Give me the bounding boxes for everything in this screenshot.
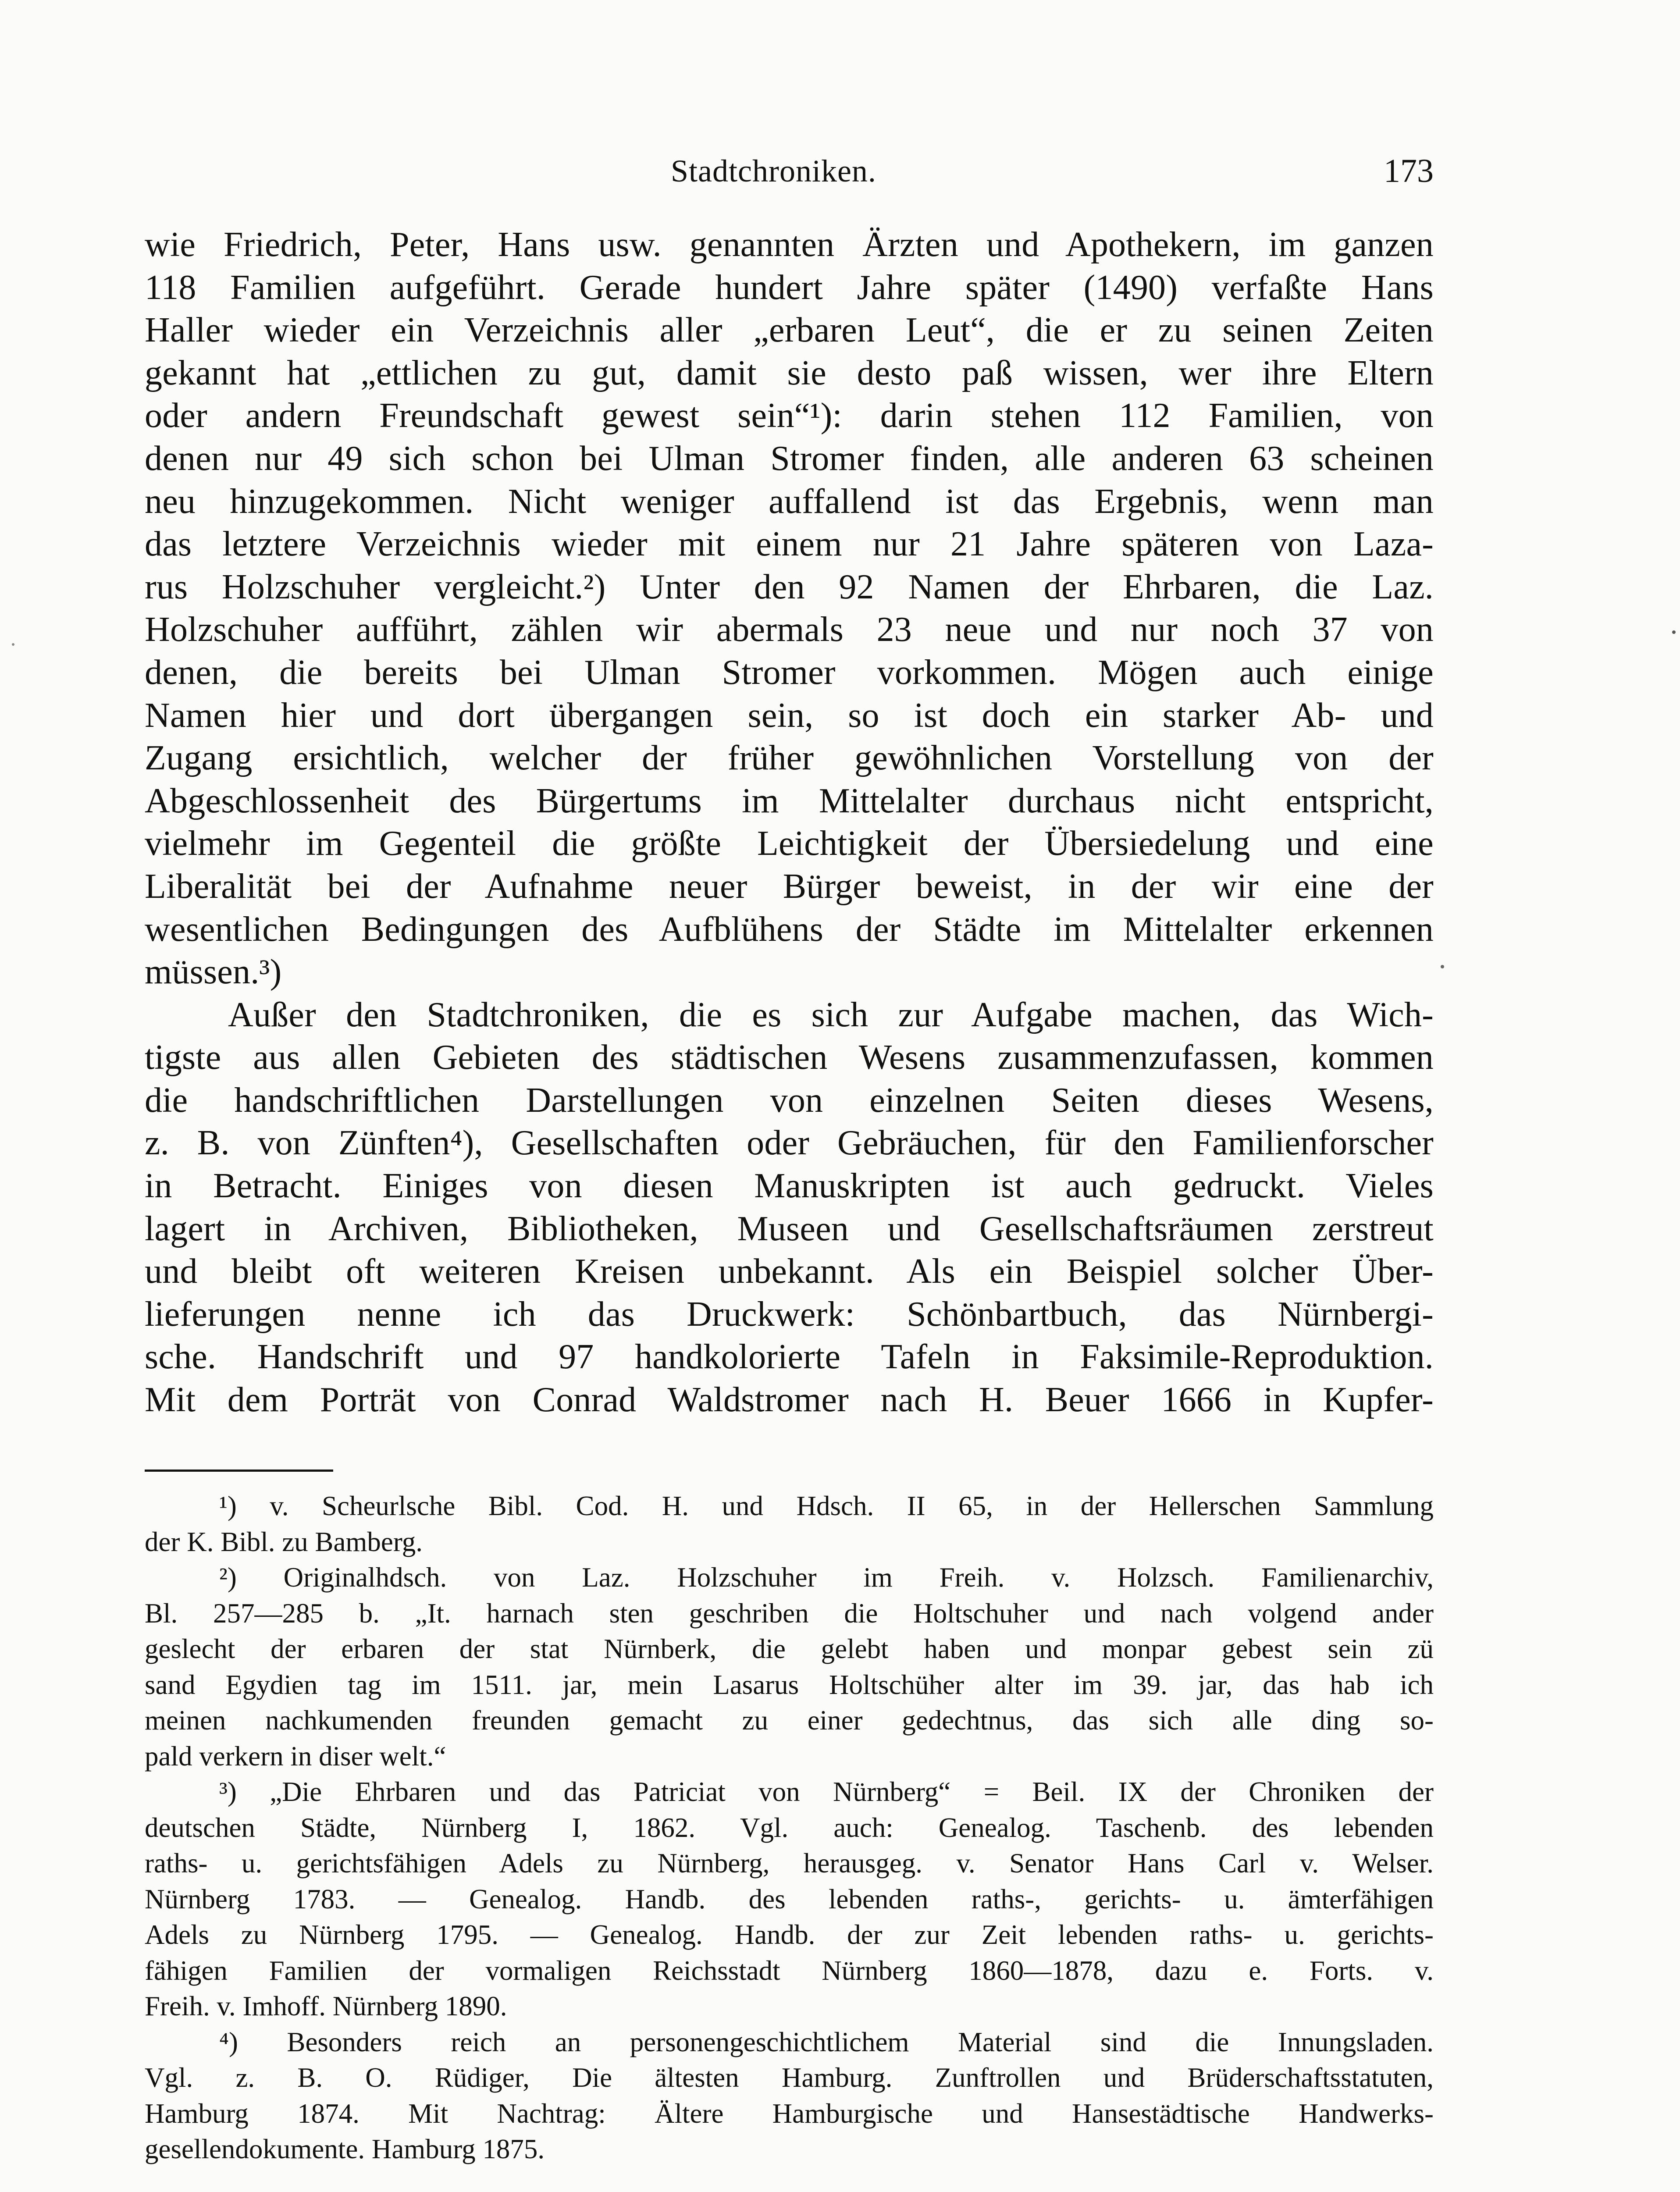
footnote-line: Bl. 257—285 b. „It. harnach sten geschriben die Holtschuher und nach volgend ander [145, 1598, 1434, 1629]
footnote-line: ²) Originalhdsch. von Laz. Holzschuher im Freih. v. Holzsch. Familienarchiv, [219, 1562, 1434, 1593]
text-line: Holzschuher aufführt, zählen wir abermals 23 neue und nur noch 37 von [145, 610, 1434, 649]
text-line: müssen.³) [145, 953, 282, 992]
text-line: lagert in Archiven, Bibliotheken, Museen und Gesellschaftsräumen zerstreut [145, 1209, 1434, 1248]
page-header [145, 149, 1434, 197]
footnote-line: fähigen Familien der vormaligen Reichsstadt Nürnberg 1860—1878, dazu e. Forts. v. [145, 1955, 1434, 1986]
text-line: Außer den Stadtchroniken, die es sich zur Aufgabe machen, das Wich- [228, 995, 1434, 1034]
footnote-line: meinen nachkumenden freunden gemacht zu einer gedechtnus, das sich alle ding so- [145, 1705, 1434, 1736]
footnote-divider [145, 1470, 333, 1472]
footnote-line: raths- u. gerichtsfähigen Adels zu Nürnberg, herausgeg. v. Senator Hans Carl v. Welser. [145, 1848, 1434, 1879]
footnote-line: ¹) v. Scheurlsche Bibl. Cod. H. und Hdsch. II 65, in der Hellerschen Sammlung [219, 1491, 1434, 1521]
text-line: z. B. von Zünften⁴), Gesellschaften oder Gebräuchen, für den Familienforscher [145, 1124, 1434, 1163]
footnote-line: der K. Bibl. zu Bamberg. [145, 1526, 423, 1557]
footnotes [145, 1488, 1434, 2167]
text-line: in Betracht. Einiges von diesen Manuskripten ist auch gedruckt. Vieles [145, 1167, 1434, 1206]
footnote-line: deutschen Städte, Nürnberg I, 1862. Vgl. auch: Genealog. Taschenb. des lebenden [145, 1812, 1434, 1843]
text-line: denen nur 49 sich schon bei Ulman Stromer finden, alle anderen 63 scheinen [145, 439, 1434, 478]
text-line: das letztere Verzeichnis wieder mit einem nur 21 Jahre späteren von Laza- [145, 525, 1434, 564]
footnote-line: sand Egydien tag im 1511. jar, mein Lasarus Holtschüher alter im 39. jar, das hab ich [145, 1669, 1434, 1700]
text-line: denen, die bereits bei Ulman Stromer vorkommen. Mögen auch einige [145, 653, 1434, 692]
text-line: wesentlichen Bedingungen des Aufblühens der Städte im Mittelalter erkennen [145, 910, 1434, 949]
text-line: Haller wieder ein Verzeichnis aller „erbaren Leut“, die er zu seinen Zeiten [145, 311, 1434, 350]
text-line: Liberalität bei der Aufnahme neuer Bürger beweist, in der wir eine der [145, 867, 1434, 906]
footnote-line: Hamburg 1874. Mit Nachtrag: Ältere Hamburgische und Hansestädtische Handwerks- [145, 2098, 1434, 2129]
footnote-line: gesellendokumente. Hamburg 1875. [145, 2134, 545, 2164]
text-line: gekannt hat „ettlichen zu gut, damit sie desto paß wissen, wer ihre Eltern [145, 353, 1434, 392]
footnote-line: geslecht der erbaren der stat Nürnberk, die gelebt haben und monpar gebest sein zü [145, 1633, 1434, 1664]
text-line: tigste aus allen Gebieten des städtischen Wesens zusammenzufassen, kommen [145, 1038, 1434, 1077]
text-line: Abgeschlossenheit des Bürgertums im Mittelalter durchaus nicht entspricht, [145, 781, 1434, 820]
footnote-line: Freih. v. Imhoff. Nürnberg 1890. [145, 1991, 507, 2021]
text-line: lieferungen nenne ich das Druckwerk: Schönbartbuch, das Nürnbergi- [145, 1295, 1434, 1334]
footnote-line: ⁴) Besonders reich an personengeschichtlichem Material sind die Innungsladen. [219, 2026, 1434, 2057]
text-line: vielmehr im Gegenteil die größte Leichtigkeit der Übersiedelung und eine [145, 824, 1434, 863]
footnote-line: pald verkern in diser welt.“ [145, 1740, 446, 1772]
text-line: rus Holzschuher vergleicht.²) Unter den 92 Namen der Ehrbaren, die Laz. [145, 567, 1434, 606]
main-text [145, 224, 1434, 1422]
text-line: sche. Handschrift und 97 handkolorierte Tafeln in Faksimile-Reproduktion. [145, 1338, 1434, 1377]
text-line: und bleibt oft weiteren Kreisen unbekannt. Als ein Beispiel solcher Über- [145, 1252, 1434, 1291]
footnote-line: Vgl. z. B. O. Rüdiger, Die ältesten Hamburg. Zunftrollen und Brüderschaftsstatuten, [145, 2062, 1434, 2093]
running-head: Stadtchroniken. [671, 153, 876, 189]
text-line: Zugang ersichtlich, welcher der früher gewöhnlichen Vorstellung von der [145, 739, 1434, 778]
dust-speck [1672, 630, 1676, 634]
dust-speck [1441, 965, 1444, 968]
dust-speck [12, 643, 14, 646]
footnote-line: Adels zu Nürnberg 1795. — Genealog. Handb. der zur Zeit lebenden raths- u. gerichts- [145, 1919, 1434, 1950]
text-line: Namen hier und dort übergangen sein, so ist doch ein starker Ab- und [145, 696, 1434, 735]
text-line: 118 Familien aufgeführt. Gerade hundert Jahre später (1490) verfaßte Hans [145, 268, 1434, 307]
footnote-line: ³) „Die Ehrbaren und das Patriciat von Nürnberg“ = Beil. IX der Chroniken der [219, 1776, 1434, 1807]
footnote-line: Nürnberg 1783. — Genealog. Handb. des lebenden raths-, gerichts- u. ämterfähigen [145, 1883, 1434, 1914]
text-line: neu hinzugekommen. Nicht weniger auffallend ist das Ergebnis, wenn man [145, 482, 1434, 521]
text-line: die handschriftlichen Darstellungen von einzelnen Seiten dieses Wesens, [145, 1081, 1434, 1120]
page-number: 173 [1384, 153, 1434, 189]
text-line: wie Friedrich, Peter, Hans usw. genannten Ärzten und Apothekern, im ganzen [145, 225, 1434, 264]
text-line: oder andern Freundschaft gewest sein“¹): darin stehen 112 Familien, von [145, 396, 1434, 435]
text-line: Mit dem Porträt von Conrad Waldstromer nach H. Beuer 1666 in Kupfer- [145, 1381, 1434, 1420]
